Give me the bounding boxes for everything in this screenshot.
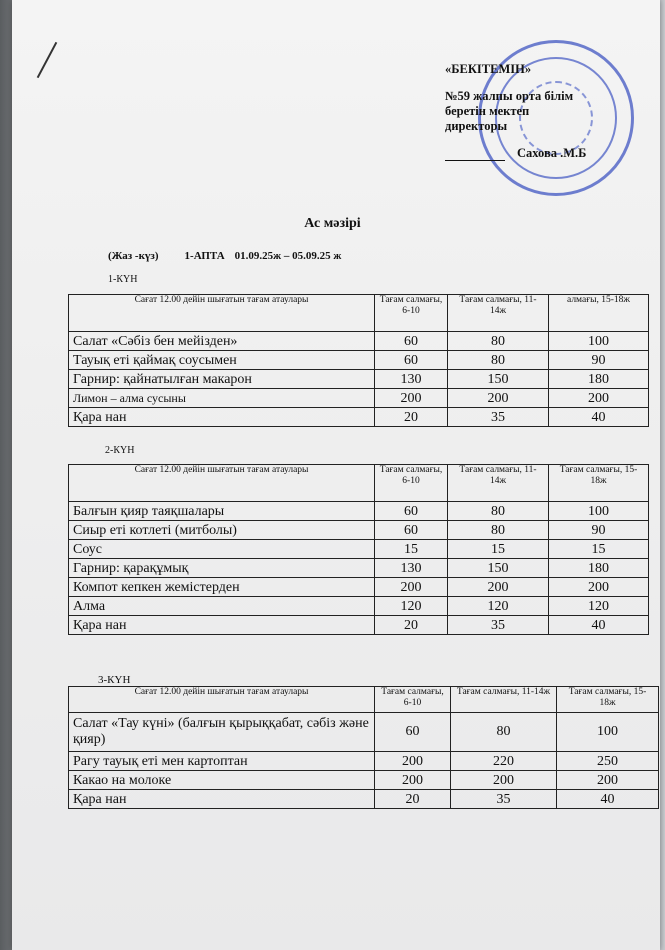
table-row bbox=[69, 332, 649, 351]
dish-name: Салат «Сәбіз бен мейізден» bbox=[69, 332, 375, 351]
dish-name: Салат «Тау күні» (балғын қырыққабат, сәбіз және қияр) bbox=[69, 713, 375, 752]
weight-11-14: 120 bbox=[448, 597, 549, 616]
table-row bbox=[69, 597, 649, 616]
signer-name: Сахова .М.Б bbox=[517, 146, 587, 160]
weight-11-14: 150 bbox=[448, 370, 549, 389]
weight-15-18: 180 bbox=[549, 559, 649, 578]
weight-15-18: 90 bbox=[549, 351, 649, 370]
weight-11-14: 80 bbox=[448, 502, 549, 521]
weight-6-10: 20 bbox=[375, 790, 451, 809]
weight-15-18: 15 bbox=[549, 540, 649, 559]
weight-15-18: 100 bbox=[557, 713, 659, 752]
weight-11-14: 15 bbox=[448, 540, 549, 559]
weight-6-10: 200 bbox=[375, 771, 451, 790]
table-row bbox=[69, 790, 659, 809]
weight-6-10: 130 bbox=[375, 559, 448, 578]
weight-11-14: 150 bbox=[448, 559, 549, 578]
dish-name: Какао на молоке bbox=[69, 771, 375, 790]
weight-6-10: 20 bbox=[375, 408, 448, 427]
weight-15-18: 100 bbox=[549, 502, 649, 521]
table-row bbox=[69, 752, 659, 771]
day-2-label: 2-КҮН bbox=[105, 445, 135, 456]
weight-15-18: 200 bbox=[549, 578, 649, 597]
dish-name: Балғын қияр таяқшалары bbox=[69, 502, 375, 521]
table-row bbox=[69, 771, 659, 790]
table-header-row bbox=[69, 295, 649, 332]
dish-name: Қара нан bbox=[69, 790, 375, 809]
weight-15-18: 250 bbox=[557, 752, 659, 771]
weight-6-10: 60 bbox=[375, 521, 448, 540]
dish-name: Алма bbox=[69, 597, 375, 616]
weight-11-14: 80 bbox=[451, 713, 557, 752]
weight-15-18: 40 bbox=[549, 616, 649, 635]
weight-6-10: 60 bbox=[375, 713, 451, 752]
header-age-6-10: Тағам салмағы, 6-10 bbox=[375, 295, 448, 332]
menu-table-day-2 bbox=[68, 464, 649, 635]
weight-11-14: 35 bbox=[448, 616, 549, 635]
approval-heading: «БЕКІТЕМІН» bbox=[445, 62, 532, 76]
weight-15-18: 200 bbox=[557, 771, 659, 790]
weight-6-10: 200 bbox=[375, 578, 448, 597]
header-age-6-10: Тағам салмағы, 6-10 bbox=[375, 687, 451, 713]
weight-6-10: 120 bbox=[375, 597, 448, 616]
table-row bbox=[69, 540, 649, 559]
weight-6-10: 20 bbox=[375, 616, 448, 635]
menu-table-day-1 bbox=[68, 294, 649, 427]
table-row bbox=[69, 351, 649, 370]
header-dish: Сағат 12.00 дейін шығатын тағам атаулары bbox=[69, 687, 375, 713]
table-row bbox=[69, 389, 649, 408]
weight-6-10: 60 bbox=[375, 502, 448, 521]
weight-15-18: 200 bbox=[549, 389, 649, 408]
weight-6-10: 60 bbox=[375, 332, 448, 351]
approval-block bbox=[445, 62, 605, 161]
day-3-label: 3-КҮН bbox=[98, 674, 131, 686]
dish-name: Рагу тауық еті мен картоптан bbox=[69, 752, 375, 771]
table-row bbox=[69, 521, 649, 540]
weight-15-18: 90 bbox=[549, 521, 649, 540]
table-row bbox=[69, 559, 649, 578]
weight-15-18: 180 bbox=[549, 370, 649, 389]
weight-15-18: 40 bbox=[549, 408, 649, 427]
signature-line bbox=[445, 160, 505, 161]
table-row bbox=[69, 408, 649, 427]
weight-15-18: 100 bbox=[549, 332, 649, 351]
dish-name: Лимон – алма сусыны bbox=[69, 389, 375, 408]
approval-line-4: директоры bbox=[445, 119, 508, 133]
weight-6-10: 130 bbox=[375, 370, 448, 389]
table-row bbox=[69, 713, 659, 752]
dish-name: Сиыр еті котлеті (митболы) bbox=[69, 521, 375, 540]
day-1-label: 1-КҮН bbox=[108, 274, 138, 285]
weight-11-14: 35 bbox=[448, 408, 549, 427]
menu-table-day-3 bbox=[68, 686, 659, 809]
weight-11-14: 80 bbox=[448, 332, 549, 351]
weight-6-10: 15 bbox=[375, 540, 448, 559]
week-label: 1-АПТА bbox=[184, 250, 225, 262]
weight-15-18: 120 bbox=[549, 597, 649, 616]
dish-name: Қара нан bbox=[69, 408, 375, 427]
weight-11-14: 200 bbox=[451, 771, 557, 790]
header-age-11-14: Тағам салмағы, 11-14ж bbox=[451, 687, 557, 713]
dish-name: Қара нан bbox=[69, 616, 375, 635]
dish-name: Тауық еті қаймақ соусымен bbox=[69, 351, 375, 370]
signature-row bbox=[445, 146, 605, 161]
date-range: 01.09.25ж – 05.09.25 ж bbox=[234, 250, 342, 262]
weight-15-18: 40 bbox=[557, 790, 659, 809]
table-header-row bbox=[69, 465, 649, 502]
dish-name: Соус bbox=[69, 540, 375, 559]
weight-11-14: 200 bbox=[448, 578, 549, 597]
dish-name: Компот кепкен жемістерден bbox=[69, 578, 375, 597]
menu-subtitle bbox=[108, 250, 341, 262]
weight-11-14: 220 bbox=[451, 752, 557, 771]
weight-6-10: 60 bbox=[375, 351, 448, 370]
table-row bbox=[69, 502, 649, 521]
season-label: (Жаз -күз) bbox=[108, 250, 159, 262]
table-row bbox=[69, 370, 649, 389]
header-dish: Сағат 12.00 дейін шығатын тағам атаулары bbox=[69, 295, 375, 332]
table-row bbox=[69, 616, 649, 635]
weight-6-10: 200 bbox=[375, 752, 451, 771]
page-title: Ас мәзірі bbox=[304, 216, 361, 231]
weight-11-14: 200 bbox=[448, 389, 549, 408]
header-age-15-18: Тағам салмағы, 15-18ж bbox=[557, 687, 659, 713]
weight-11-14: 80 bbox=[448, 521, 549, 540]
header-age-6-10: Тағам салмағы, 6-10 bbox=[375, 465, 448, 502]
weight-11-14: 35 bbox=[451, 790, 557, 809]
header-age-11-14: Тағам салмағы, 11-14ж bbox=[448, 465, 549, 502]
dish-name: Гарнир: қайнатылған макарон bbox=[69, 370, 375, 389]
dish-name: Гарнир: қарақұмық bbox=[69, 559, 375, 578]
header-age-11-14: Тағам салмағы, 11-14ж bbox=[448, 295, 549, 332]
header-dish: Сағат 12.00 дейін шығатын тағам атаулары bbox=[69, 465, 375, 502]
approval-line-3: беретін мектеп bbox=[445, 104, 530, 118]
header-age-15-18: алмағы, 15-18ж bbox=[549, 295, 649, 332]
approval-line-2: №59 жалпы орта білім bbox=[445, 89, 574, 103]
weight-6-10: 200 bbox=[375, 389, 448, 408]
table-row bbox=[69, 578, 649, 597]
table-header-row bbox=[69, 687, 659, 713]
header-age-15-18: Тағам салмағы, 15-18ж bbox=[549, 465, 649, 502]
weight-11-14: 80 bbox=[448, 351, 549, 370]
